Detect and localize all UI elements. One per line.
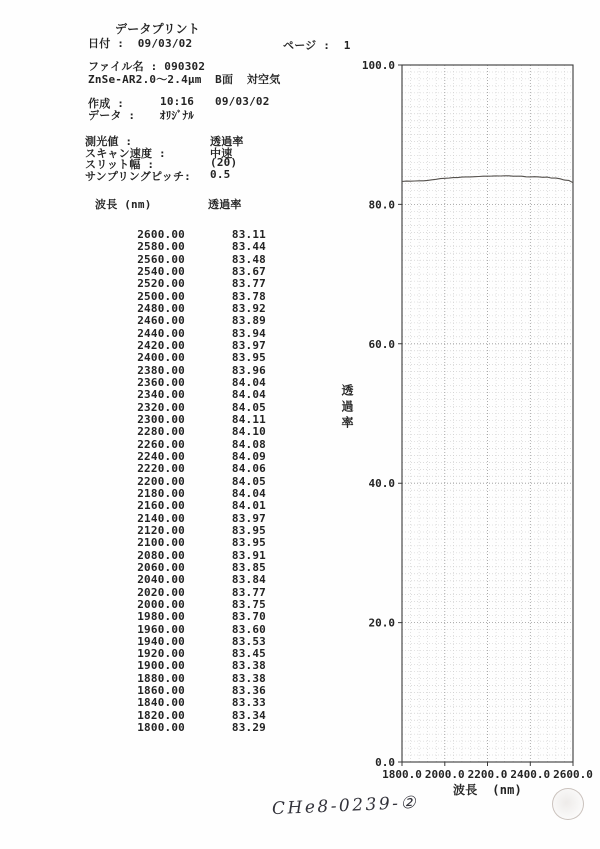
wavelength-cell: 2080.00 [137,548,185,562]
transmittance-cell: 84.04 [231,486,266,500]
y-tick-label: 80.0 [368,198,395,212]
table-row [100,721,270,733]
wavelength-cell: 1920.00 [137,647,185,661]
created-date: 09/03/02 [215,95,270,108]
transmittance-curve [402,176,573,183]
transmittance-cell: 84.05 [231,400,266,414]
table-row [100,647,270,659]
transmittance-cell: 83.33 [231,696,266,710]
setting-label: スリット幅 : [85,158,155,172]
transmittance-cell: 83.67 [231,264,266,278]
x-tick-label: 2000.0 [424,768,465,781]
table-row [100,450,270,462]
table-row [100,573,270,585]
sample-description: ZnSe-AR2.0～2.4μm B面 対空気 [88,73,281,86]
wavelength-cell: 2260.00 [137,437,185,451]
wavelength-cell: 2000.00 [137,597,185,611]
wavelength-cell: 2480.00 [137,301,185,315]
wavelength-cell: 2060.00 [137,560,185,574]
setting-row [85,167,345,183]
setting-label: 測光値 : [85,135,133,148]
transmittance-cell: 83.44 [231,240,266,254]
wavelength-cell: 2280.00 [137,425,185,439]
transmittance-cell: 84.01 [231,499,266,513]
transmittance-cell: 83.95 [231,523,266,537]
wavelength-cell: 2140.00 [137,511,185,525]
table-row [100,253,270,265]
approval-stamp [552,788,584,820]
x-tick-label: 2400.0 [510,768,551,781]
table-row [100,598,270,610]
table-row [100,487,270,499]
data-origin-label: データ : [88,109,136,122]
transmittance-cell: 83.85 [231,560,266,574]
chart-plot-border [402,65,573,762]
transmittance-cell: 83.38 [231,671,266,685]
wavelength-cell: 1820.00 [137,708,185,722]
table-row [100,586,270,598]
x-tick-label: 1800.0 [382,768,422,781]
transmittance-cell: 84.10 [231,425,266,439]
transmittance-cell: 83.95 [231,536,266,550]
setting-label: サンプリングピッチ: [85,169,191,183]
chart-grid-minor [402,65,573,762]
transmittance-cell: 83.77 [231,585,266,599]
y-tick-label: 0.0 [375,756,395,769]
table-row [100,512,270,524]
transmittance-cell: 83.77 [231,277,266,291]
transmittance-cell: 84.09 [231,449,266,463]
file-name-label: ファイル名 : [88,60,158,73]
axis-ticks [398,65,573,766]
setting-row [85,156,345,172]
transmittance-cell: 83.97 [231,338,266,352]
wavelength-cell: 2360.00 [137,375,185,389]
wavelength-cell: 1840.00 [137,696,185,710]
transmittance-cell: 84.04 [231,375,266,389]
wavelength-cell: 2400.00 [137,351,185,365]
created-time: 10:16 [160,95,195,108]
table-row [100,561,270,573]
page-line [283,37,351,53]
wavelength-cell: 2560.00 [137,252,185,266]
wavelength-cell: 2460.00 [137,314,185,328]
transmittance-cell: 83.78 [231,289,266,303]
transmittance-cell: 83.34 [231,708,266,722]
page-label: ページ : [283,39,331,52]
table-row [100,549,270,561]
transmittance-cell: 84.11 [231,412,266,426]
y-tick-label: 20.0 [368,616,395,630]
table-row [100,462,270,474]
data-table [100,228,270,733]
transmittance-cell: 84.08 [231,437,266,451]
wavelength-cell: 2600.00 [137,228,185,241]
wavelength-cell: 2100.00 [137,536,185,550]
transmittance-cell: 83.75 [231,597,266,611]
table-row [100,339,270,351]
wavelength-cell: 2120.00 [137,523,185,537]
created-label: 作成 : [88,97,125,110]
transmittance-cell: 83.96 [231,363,266,377]
table-header-wavelength: 波長 (nm) [95,198,152,211]
table-row [100,401,270,413]
table-row [100,240,270,252]
table-row [100,314,270,326]
table-header [95,196,242,212]
setting-value: 透過率 [210,135,244,148]
wavelength-cell: 2520.00 [137,277,185,291]
wavelength-cell: 2020.00 [137,585,185,599]
wavelength-cell: 2300.00 [137,412,185,426]
table-row [100,475,270,487]
y-tick-label: 100.0 [361,59,395,72]
setting-row [85,133,345,148]
table-row [100,696,270,708]
wavelength-cell: 2160.00 [137,499,185,513]
table-row [100,536,270,548]
file-name-value: 090302 [164,60,206,73]
handwritten-reference-number: CHe8-0239-② [271,792,419,820]
table-row [100,659,270,671]
table-row [100,499,270,511]
table-row [100,302,270,314]
transmittance-cell: 83.60 [231,622,266,636]
setting-label: スキャン速度 : [85,146,166,160]
transmittance-cell: 83.70 [231,610,266,624]
wavelength-cell: 2500.00 [137,289,185,303]
transmittance-cell: 83.91 [231,548,266,562]
transmittance-cell: 83.53 [231,634,266,648]
table-row [100,684,270,696]
transmittance-cell: 83.36 [231,684,266,698]
table-header-transmittance: 透過率 [208,198,242,211]
transmittance-cell: 83.89 [231,314,266,328]
date-label: 日付 : [88,37,125,50]
wavelength-cell: 2380.00 [137,363,185,377]
measurement-settings [85,133,345,183]
table-row [100,327,270,339]
table-row [100,635,270,647]
y-tick-label: 60.0 [368,337,395,351]
wavelength-cell: 1880.00 [137,671,185,685]
transmittance-cell: 83.97 [231,511,266,525]
transmittance-cell: 84.04 [231,388,266,402]
table-row [100,364,270,376]
transmittance-cell: 83.45 [231,647,266,661]
transmittance-cell: 84.05 [231,474,266,488]
wavelength-cell: 1960.00 [137,622,185,636]
date-value: 09/03/02 [137,37,193,50]
x-tick-label: 2200.0 [467,768,508,781]
wavelength-cell: 2180.00 [137,486,185,500]
table-row [100,623,270,635]
table-row [100,265,270,277]
wavelength-cell: 1940.00 [137,634,185,648]
transmittance-cell: 84.06 [231,462,266,476]
wavelength-cell: 2320.00 [137,400,185,414]
table-row [100,290,270,302]
transmittance-cell: 83.95 [231,351,266,365]
transmittance-cell: 83.84 [231,573,266,587]
x-tick-label: 2600.0 [553,768,593,781]
wavelength-cell: 1900.00 [137,659,185,673]
setting-row [85,145,345,160]
transmittance-cell: 83.48 [231,252,266,266]
table-row [100,388,270,400]
setting-value: (20) [210,156,238,170]
table-row [100,438,270,450]
table-row [100,277,270,289]
transmittance-cell: 83.92 [231,301,266,315]
chart-x-axis-title: 波長 (nm) [453,783,522,797]
table-row [100,709,270,721]
wavelength-cell: 1800.00 [137,721,185,735]
wavelength-cell: 1980.00 [137,610,185,624]
setting-value: 0.5 [210,167,231,181]
wavelength-cell: 2420.00 [137,338,185,352]
wavelength-cell: 2440.00 [137,326,185,340]
transmittance-cell: 83.94 [231,326,266,340]
table-row [100,228,270,240]
wavelength-cell: 2200.00 [137,474,185,488]
table-row [100,351,270,363]
wavelength-cell: 2580.00 [137,240,185,254]
table-row [100,413,270,425]
data-origin-line [88,107,194,123]
wavelength-cell: 1860.00 [137,684,185,698]
table-row [100,524,270,536]
wavelength-cell: 2220.00 [137,462,185,476]
transmittance-cell: 83.11 [231,228,266,241]
chart-grid-major [402,65,573,762]
wavelength-cell: 2240.00 [137,449,185,463]
wavelength-cell: 2040.00 [137,573,185,587]
table-row [100,672,270,684]
wavelength-cell: 2540.00 [137,264,185,278]
data-origin-value: ｵﾘｼﾞﾅﾙ [160,109,194,122]
chart-y-axis-title: 透過率 [340,384,354,432]
document-title: データプリント [115,22,200,36]
table-row [100,425,270,437]
setting-value: 中速 [210,146,233,160]
y-tick-label: 40.0 [368,477,395,491]
page-number: 1 [343,39,351,52]
wavelength-cell: 2340.00 [137,388,185,402]
table-row [100,610,270,622]
date-line [88,35,192,51]
table-row [100,376,270,388]
transmittance-cell: 83.38 [231,659,266,673]
transmittance-cell: 83.29 [231,721,266,735]
